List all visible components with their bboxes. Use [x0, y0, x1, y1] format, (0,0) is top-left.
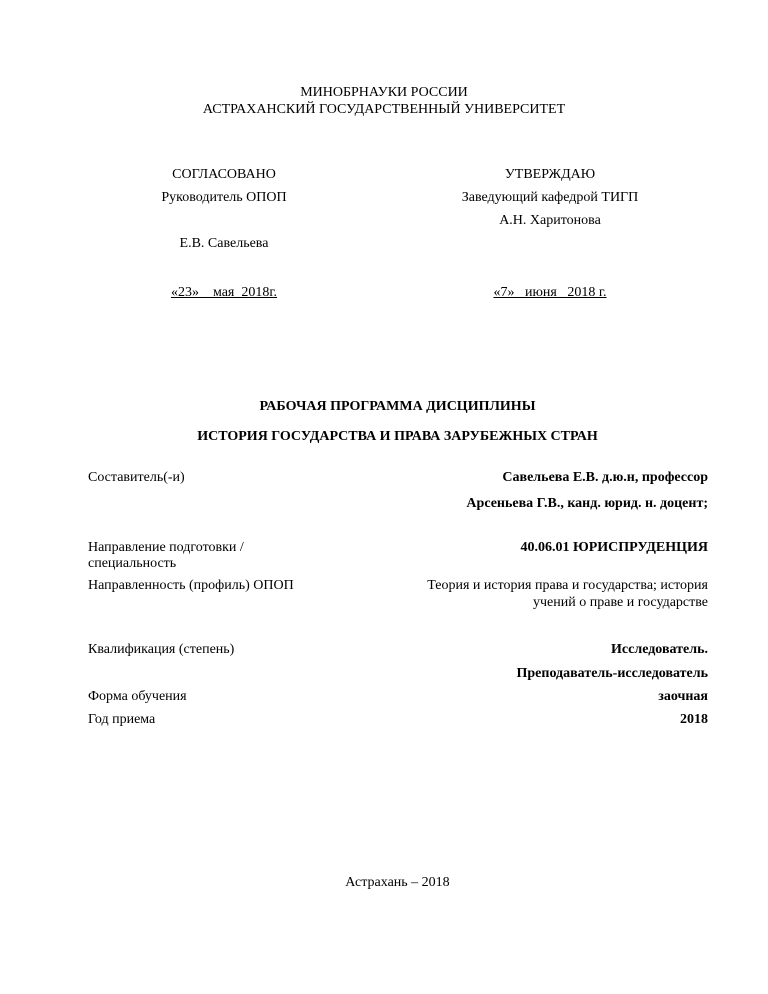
admission-year-label: Год приема [88, 712, 156, 727]
profile-label: Направленность (профиль) ОПОП [88, 578, 294, 593]
admission-year-value: 2018 [680, 712, 708, 727]
author-2: Арсеньева Г.В., канд. юрид. н. доцент; [466, 496, 708, 511]
profile-value-line-2: учений о праве и государстве [533, 595, 708, 610]
qualification-value-line-1: Исследователь. [611, 642, 708, 657]
profile-value-line-1: Теория и история права и государства; история [427, 578, 708, 593]
agreed-name: Е.В. Савельева [179, 236, 269, 251]
agreed-date: «23» мая 2018г. [170, 285, 278, 300]
qualification-label: Квалификация (степень) [88, 642, 235, 657]
agreed-role: Руководитель ОПОП [161, 190, 287, 205]
qualification-value-line-2: Преподаватель-исследователь [516, 666, 708, 681]
authors-label: Составитель(-и) [88, 470, 185, 485]
ministry-heading: МИНОБРНАУКИ РОССИИ [300, 85, 468, 100]
approve-date: «7» июня 2018 г. [493, 285, 607, 300]
direction-value: 40.06.01 ЮРИСПРУДЕНЦИЯ [520, 540, 708, 555]
approve-title: УТВЕРЖДАЮ [504, 167, 596, 182]
approve-name: А.Н. Харитонова [499, 213, 601, 228]
university-heading: АСТРАХАНСКИЙ ГОСУДАРСТВЕННЫЙ УНИВЕРСИТЕТ [202, 102, 566, 117]
discipline-title: ИСТОРИЯ ГОСУДАРСТВА И ПРАВА ЗАРУБЕЖНЫХ СТРАН [197, 429, 598, 444]
agreed-title: СОГЛАСОВАНО [172, 167, 276, 182]
program-title: РАБОЧАЯ ПРОГРАММА ДИСЦИПЛИНЫ [259, 399, 536, 414]
direction-label-line-2: специальность [88, 556, 177, 571]
approve-role: Заведующий кафедрой ТИГП [461, 190, 639, 205]
author-1: Савельева Е.В. д.ю.н, профессор [502, 470, 708, 485]
study-form-value: заочная [658, 689, 708, 704]
study-form-label: Форма обучения [88, 689, 187, 704]
footer-city-year: Астрахань – 2018 [345, 875, 450, 890]
direction-label-line-1: Направление подготовки / [88, 540, 244, 555]
